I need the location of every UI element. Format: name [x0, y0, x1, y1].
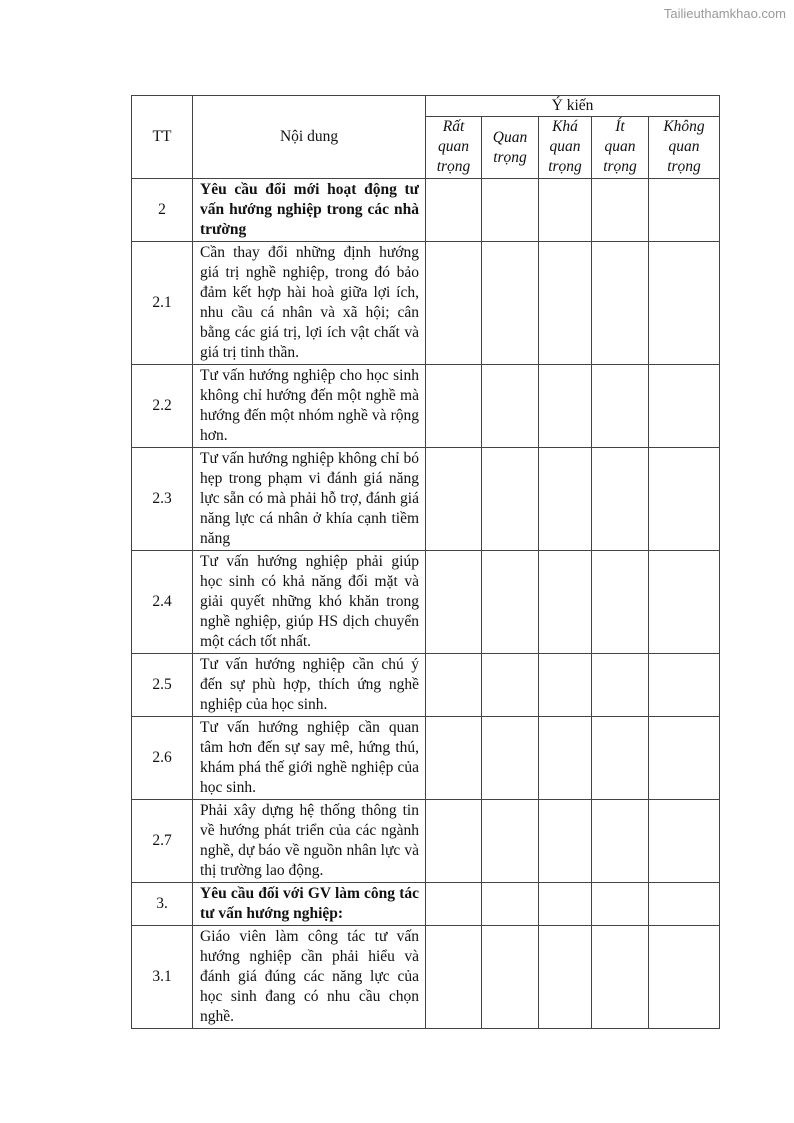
rating-cell[interactable] — [649, 365, 720, 448]
header-level-not-important — [649, 117, 720, 179]
rating-cell[interactable] — [482, 242, 539, 365]
rating-cell[interactable] — [592, 883, 649, 926]
rating-cell[interactable] — [426, 242, 482, 365]
rating-cell[interactable] — [592, 179, 649, 242]
header-tt: TT — [132, 96, 193, 179]
rating-cell[interactable] — [426, 800, 482, 883]
rating-cell[interactable] — [426, 551, 482, 654]
level-line: trọng — [548, 158, 582, 175]
table-row — [132, 365, 720, 448]
row-content: Cần thay đổi những định hướng giá trị nghề nghiệp, trong đó bảo đảm kết hợp hài hoà giữa lợi ích, nhu cầu cá nhân và xã hội; cân bằng các giá trị, lợi ích vật chất và giá trị tinh thần. — [193, 242, 426, 365]
rating-cell[interactable] — [482, 800, 539, 883]
rating-cell[interactable] — [592, 448, 649, 551]
rating-cell[interactable] — [426, 448, 482, 551]
level-line: quan — [604, 138, 636, 155]
row-number: 2.4 — [132, 551, 193, 654]
rating-cell[interactable] — [482, 717, 539, 800]
rating-cell[interactable] — [592, 800, 649, 883]
level-line: Quan — [492, 128, 528, 146]
row-content: Tư vấn hướng nghiệp không chỉ bó hẹp trong phạm vi đánh giá năng lực sẵn có mà phải hỗ trợ, đánh giá năng lực cá nhân ở khía cạnh tiềm năng — [193, 448, 426, 551]
rating-cell[interactable] — [539, 179, 592, 242]
row-content: Tư vấn hướng nghiệp cần chú ý đến sự phù hợp, thích ứng nghề nghiệp của học sinh. — [193, 654, 426, 717]
rating-cell[interactable] — [426, 179, 482, 242]
table-row — [132, 717, 720, 800]
level-line: trọng — [436, 158, 471, 175]
row-number: 3. — [132, 883, 193, 926]
level-line: trọng — [603, 158, 637, 175]
row-number: 2.6 — [132, 717, 193, 800]
level-line: Rất — [442, 118, 465, 135]
rating-cell[interactable] — [649, 800, 720, 883]
rating-cell[interactable] — [649, 654, 720, 717]
header-level-less-important — [592, 117, 649, 179]
rating-cell[interactable] — [539, 448, 592, 551]
row-number: 2.5 — [132, 654, 193, 717]
rating-cell[interactable] — [482, 551, 539, 654]
rating-cell[interactable] — [649, 883, 720, 926]
rating-cell[interactable] — [539, 926, 592, 1029]
rating-cell[interactable] — [592, 654, 649, 717]
row-content: Yêu cầu đổi mới hoạt động tư vấn hướng nghiệp trong các nhà trường — [193, 179, 426, 242]
row-number: 2 — [132, 179, 193, 242]
header-level-fairly-important — [539, 117, 592, 179]
rating-cell[interactable] — [539, 883, 592, 926]
row-content: Tư vấn hướng nghiệp cho học sinh không chỉ hướng đến một nghề mà hướng đến một nhóm nghề và rộng hơn. — [193, 365, 426, 448]
row-number: 2.1 — [132, 242, 193, 365]
rating-cell[interactable] — [592, 926, 649, 1029]
table-row — [132, 926, 720, 1029]
rating-cell[interactable] — [649, 926, 720, 1029]
rating-cell[interactable] — [482, 926, 539, 1029]
rating-cell[interactable] — [539, 365, 592, 448]
level-line: trọng — [667, 158, 701, 175]
row-number: 2.3 — [132, 448, 193, 551]
table-row — [132, 179, 720, 242]
row-number: 3.1 — [132, 926, 193, 1029]
rating-cell[interactable] — [482, 654, 539, 717]
rating-cell[interactable] — [426, 926, 482, 1029]
table-row — [132, 654, 720, 717]
table-row — [132, 883, 720, 926]
rating-cell[interactable] — [539, 717, 592, 800]
rating-cell[interactable] — [649, 179, 720, 242]
table-row — [132, 448, 720, 551]
rating-cell[interactable] — [426, 365, 482, 448]
level-line: quan — [549, 138, 581, 155]
rating-cell[interactable] — [482, 179, 539, 242]
rating-cell[interactable] — [482, 365, 539, 448]
header-content: Nội dung — [193, 96, 426, 179]
header-level-very-important — [426, 117, 482, 179]
row-content: Tư vấn hướng nghiệp phải giúp học sinh có khả năng đối mặt và giải quyết những khó khăn trong nghề nghiệp, giúp HS dịch chuyển một cách tốt nhất. — [193, 551, 426, 654]
rating-cell[interactable] — [649, 551, 720, 654]
rating-cell[interactable] — [539, 551, 592, 654]
level-line: trọng — [493, 148, 527, 166]
row-content: Phải xây dựng hệ thống thông tin về hướng phát triển của các ngành nghề, dự báo về nguồn nhân lực và thị trường lao động. — [193, 800, 426, 883]
header-opinion: Ý kiến — [426, 96, 720, 117]
row-number: 2.7 — [132, 800, 193, 883]
row-content: Giáo viên làm công tác tư vấn hướng nghiệp cần phải hiểu và đánh giá đúng các năng lực của học sinh đang có nhu cầu chọn nghề. — [193, 926, 426, 1029]
rating-cell[interactable] — [649, 242, 720, 365]
rating-cell[interactable] — [592, 551, 649, 654]
level-line: Khá — [552, 118, 578, 135]
survey-table — [131, 95, 720, 1029]
header-level-important — [482, 117, 539, 179]
watermark: Tailieuthamkhao.com — [663, 6, 786, 21]
rating-cell[interactable] — [592, 365, 649, 448]
level-line: Ít — [615, 118, 625, 135]
rating-cell[interactable] — [426, 654, 482, 717]
table-row — [132, 242, 720, 365]
rating-cell[interactable] — [649, 448, 720, 551]
rating-cell[interactable] — [482, 448, 539, 551]
rating-cell[interactable] — [482, 883, 539, 926]
row-content: Tư vấn hướng nghiệp cần quan tâm hơn đến sự say mê, hứng thú, khám phá thế giới nghề nghiệp của học sinh. — [193, 717, 426, 800]
level-line: quan — [668, 138, 700, 155]
row-content: Yêu cầu đối với GV làm công tác tư vấn hướng nghiệp: — [193, 883, 426, 926]
rating-cell[interactable] — [426, 883, 482, 926]
level-line: quan — [438, 138, 469, 155]
rating-cell[interactable] — [539, 242, 592, 365]
rating-cell[interactable] — [649, 717, 720, 800]
rating-cell[interactable] — [539, 654, 592, 717]
table-row — [132, 551, 720, 654]
rating-cell[interactable] — [539, 800, 592, 883]
rating-cell[interactable] — [592, 242, 649, 365]
row-number: 2.2 — [132, 365, 193, 448]
table-row — [132, 800, 720, 883]
rating-cell[interactable] — [592, 717, 649, 800]
level-line: Không — [663, 118, 705, 135]
rating-cell[interactable] — [426, 717, 482, 800]
